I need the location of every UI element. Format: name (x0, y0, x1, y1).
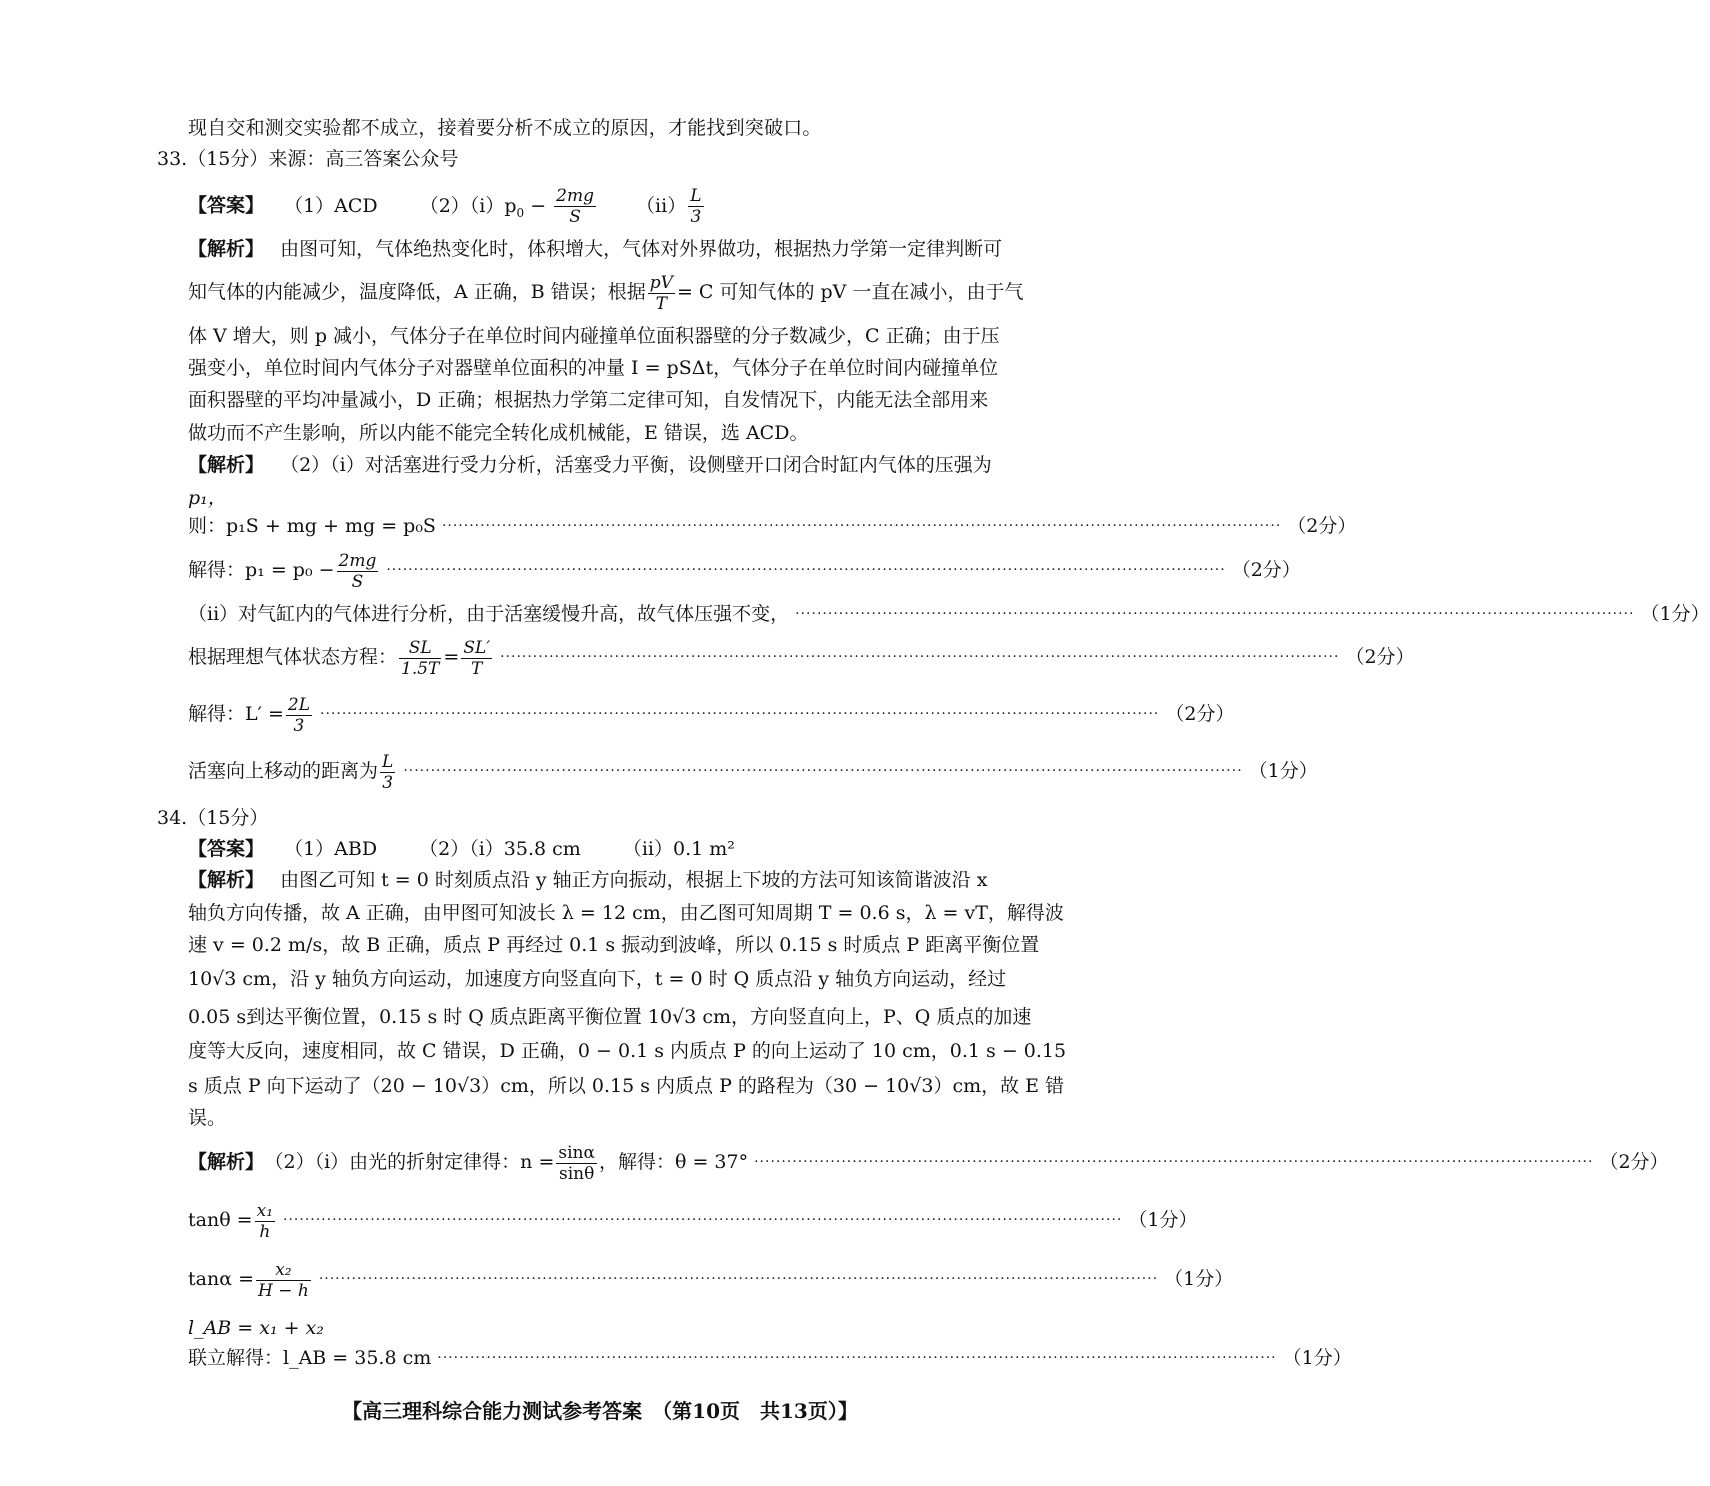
equation-row: 解得：L′ = $\frac{2L}{3}$ ·························································································································································· （2分） (188, 692, 1043, 736)
analysis-line: 【解析】 由图乙可知 t = 0 时刻质点沿 y 轴正方向振动，根据上下坡的方法可知该简谐波沿 x (188, 869, 988, 891)
equation-row: （ii）对气缸内的气体进行分析，由于活塞缓慢升高，故气体压强不变， ·························································································································································· （1分） (188, 603, 1710, 625)
analysis-line: 0.05 s到达平衡位置，0.15 s 时 Q 质点距离平衡位置 10√3 cm，方向竖直向上，P、Q 质点的加速 (188, 1006, 1032, 1028)
analysis-line: 轴负方向传播，故 A 正确，由甲图可知波长 λ = 12 cm，由乙图可知周期 T = 0.6 s，λ = vT，解得波 (188, 902, 1064, 924)
analysis-line: 【解析】 （2）（i）对活塞进行受力分析，活塞受力平衡，设侧壁开口闭合时缸内气体的压强为 (188, 454, 992, 476)
score-label: （1分） (1248, 760, 1318, 782)
score-label: （2分） (1231, 559, 1301, 581)
equation-row: 则：p₁S + mg + mg = p₀S ·························································································································································· （2分） (188, 515, 1357, 537)
analysis-line: 知气体的内能减少，温度降低，A 正确，B 错误；根据 $\frac{pV}{T}$ = C 可知气体的 pV 一直在减小，由于气 (188, 272, 1024, 314)
answer-part-2: $(2)(i)p_0$ − $\frac{2mg}{S}$ (419, 186, 594, 227)
question-34-heading: 34.（15分） (157, 807, 269, 829)
analysis-line: 做功而不产生影响，所以内能不能完全转化成机械能，E 错误，选 ACD。 (188, 422, 809, 444)
analysis-line: p₁， (188, 487, 227, 509)
equation-row: tanα = $\frac{\text{x₂}}{H - h}$ ·························································································································································· （1分） (188, 1257, 1043, 1301)
analysis-line: 面积器壁的平均冲量减小，D 正确；根据热力学第二定律可知，自发情况下，内能无法全部用来 (188, 389, 989, 411)
equation-row: 根据理想气体状态方程： $\frac{SL}{1.5T}$ = $\frac{SL'}{T}$ ·························································································································································· （2分） (188, 635, 1043, 679)
equation-row: 联立解得：l_AB = 35.8 cm ·························································································································································· （1分） (188, 1347, 1352, 1369)
analysis-line: 速 v = 0.2 m/s，故 B 正确，质点 P 再经过 0.1 s 振动到波峰，所以 0.15 s 时质点 P 距离平衡位置 (188, 934, 1040, 956)
score-label: （2分） (1287, 515, 1357, 537)
score-label: （1分） (1282, 1347, 1352, 1369)
answer-tag: 【答案】 (188, 194, 265, 217)
question-34-answer: 【答案】 （1）ABD （2）（i）35.8 cm （ii）0.1 m² (188, 838, 735, 860)
question-33-answer (188, 186, 1043, 227)
analysis-line: 度等大反向，速度相同，故 C 错误，D 正确，0 − 0.1 s 内质点 P 的向上运动了 10 cm，0.1 s − 0.15 (188, 1040, 1067, 1062)
analysis-line: s 质点 P 向下运动了（20 − 10√3）cm，所以 0.15 s 内质点 P 的路程为（30 − 10√3）cm，故 E 错 (188, 1075, 1065, 1097)
score-label: （2分） (1599, 1151, 1669, 1173)
equation-row: 解得：p₁ = p₀ − $\frac{2mg}{S}$ ·························································································································································· （2分） (188, 548, 1043, 592)
score-label: （1分） (1164, 1268, 1234, 1290)
question-33-heading: 33.（15分）来源：高三答案公众号 (157, 148, 459, 170)
score-label: （1分） (1128, 1209, 1198, 1231)
analysis-tag: 【解析】 (188, 1151, 265, 1173)
answer-part-3: （ii） $\frac{L}{3}$ (636, 186, 702, 227)
analysis-line: 10√3 cm，沿 y 轴负方向运动，加速度方向竖直向下，t = 0 时 Q 质点沿 y 轴负方向运动，经过 (188, 968, 1007, 990)
analysis-line: 【解析】 由图可知，气体绝热变化时，体积增大，气体对外界做功，根据热力学第一定律判断可 (188, 238, 1003, 260)
equation-row: 【解析】 （2）（i）由光的折射定律得：n = $\frac{\sin\alpha}{\sin\theta}$ ，解得：θ = 37° ·························································································································································· （2分） (188, 1140, 1043, 1184)
equation-row: tanθ = $\frac{\text{x₁}}{h}$ ·························································································································································· （1分） (188, 1198, 1043, 1242)
score-label: （2分） (1165, 703, 1235, 725)
analysis-tag: 【解析】 (188, 869, 265, 891)
equation-row: 活塞向上移动的距离为 $\frac{L}{3}$ ·························································································································································· （1分） (188, 749, 1043, 793)
answer-tag: 【答案】 (188, 838, 265, 860)
score-label: （2分） (1345, 646, 1415, 668)
analysis-tag: 【解析】 (188, 238, 265, 260)
answer-part-1: （1）ACD (284, 194, 378, 217)
equation-row: l_AB = x₁ + x₂ (188, 1317, 324, 1339)
analysis-line: 强变小，单位时间内气体分子对器壁单位面积的冲量 I = pSΔt，气体分子在单位时间内碰撞单位 (188, 357, 999, 379)
analysis-tag: 【解析】 (188, 454, 265, 476)
text-line: 现自交和测交实验都不成立，接着要分析不成立的原因，才能找到突破口。 (188, 117, 822, 139)
score-label: （1分） (1640, 603, 1710, 625)
analysis-line: 体 V 增大，则 p 减小，气体分子在单位时间内碰撞单位面积器壁的分子数减少，C 正确；由于压 (188, 325, 1000, 347)
analysis-line: 误。 (188, 1107, 227, 1129)
page-footer: 【高三理科综合能力测试参考答案 （第10页 共13页）】 (342, 1399, 858, 1423)
